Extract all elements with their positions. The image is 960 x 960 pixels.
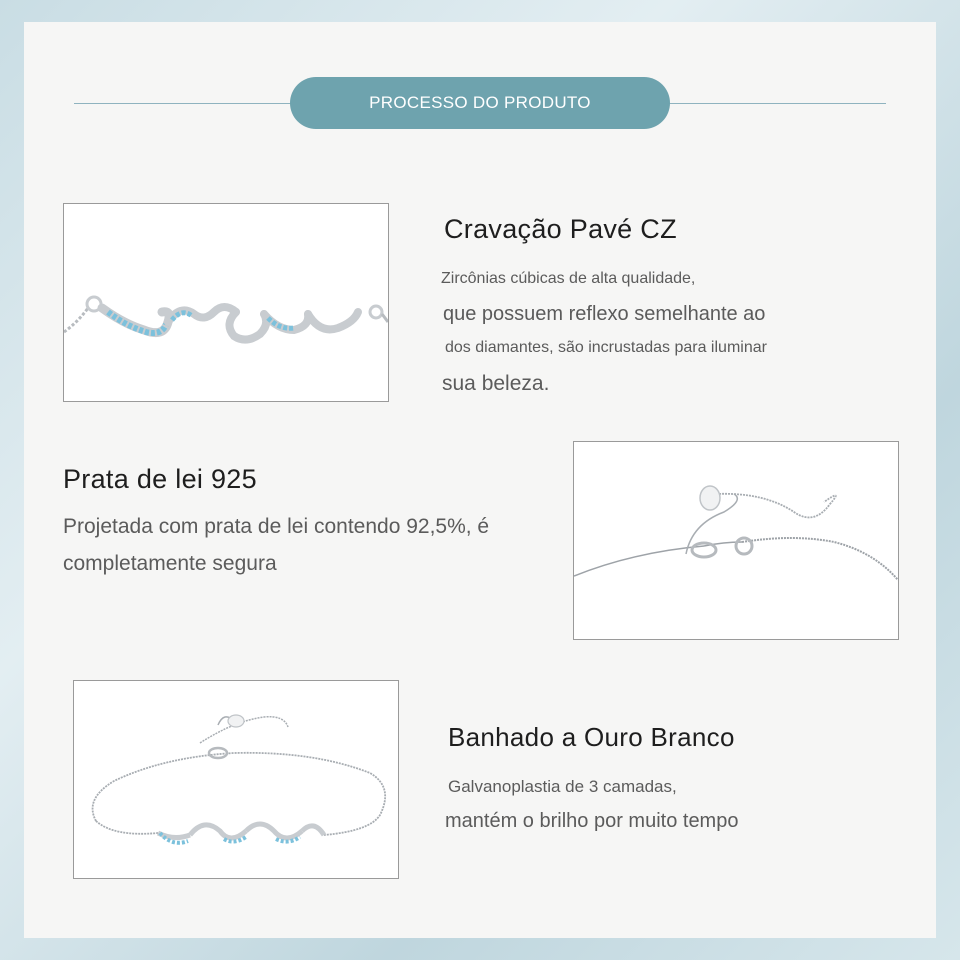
section-title-silver: Prata de lei 925	[63, 464, 257, 494]
photo-chain-clasp	[573, 441, 899, 640]
section-title-pave: Cravação Pavé CZ	[444, 214, 677, 244]
section-text-line: Zircônias cúbicas de alta qualidade,	[441, 270, 696, 287]
section-header-label: PROCESSO DO PRODUTO	[369, 93, 591, 112]
photo-pave-closeup	[63, 203, 389, 402]
section-title-white-gold: Banhado a Ouro Branco	[448, 722, 735, 752]
section-header-pill	[290, 77, 670, 129]
section-text-line: dos diamantes, são incrustadas para iluminar	[445, 339, 767, 356]
photo-full-bracelet	[73, 680, 399, 879]
section-text-line: Projetada com prata de lei contendo 92,5%, é	[63, 515, 490, 538]
header-rule-right	[668, 103, 886, 104]
section-text-line: que possuem reflexo semelhante ao	[443, 303, 766, 325]
section-text-line: Galvanoplastia de 3 camadas,	[448, 777, 677, 796]
section-text-line: sua beleza.	[442, 372, 550, 395]
section-text-line: completamente segura	[63, 552, 277, 575]
header-rule-left	[74, 103, 292, 104]
section-text-line: mantém o brilho por muito tempo	[445, 810, 739, 832]
